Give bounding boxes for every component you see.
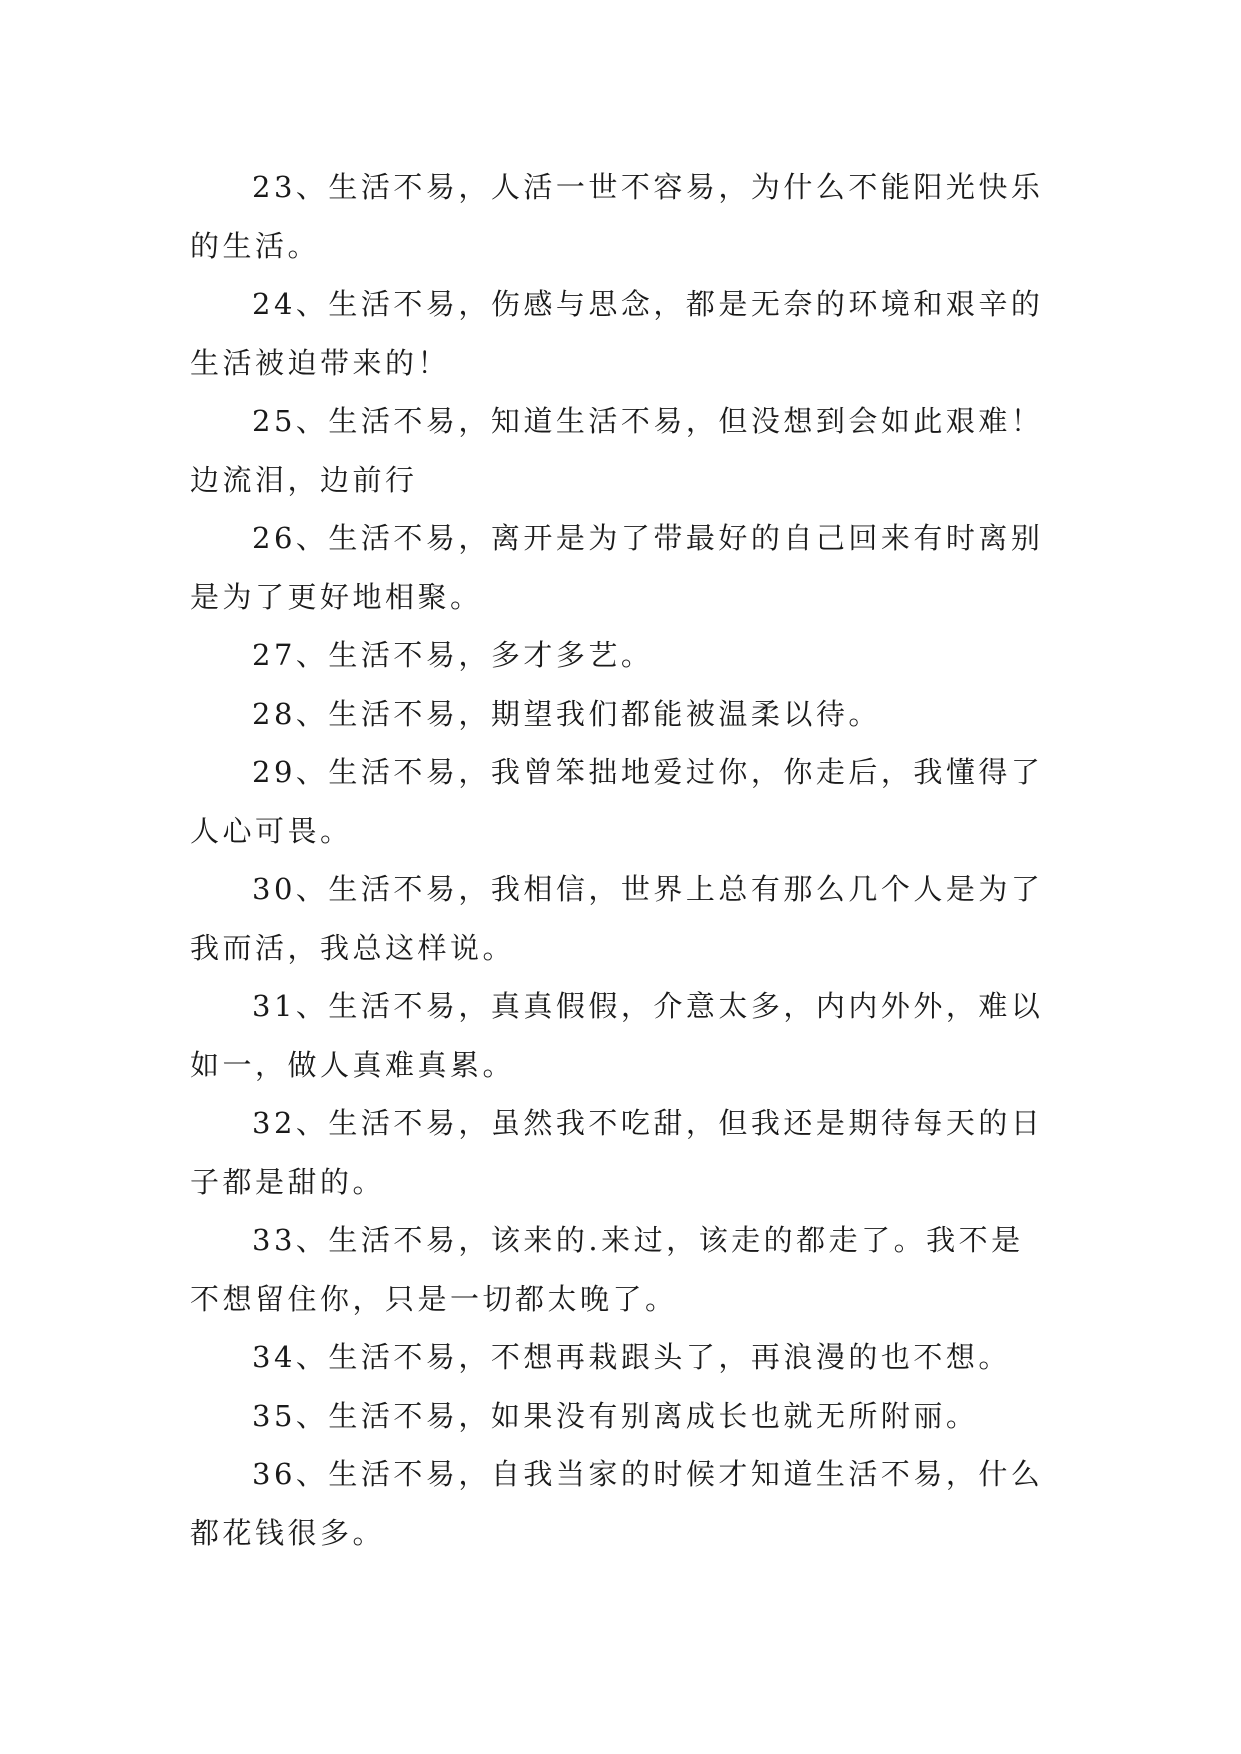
paragraph-27: 27、生活不易，多才多艺。: [252, 638, 654, 672]
paragraph-34: 34、生活不易，不想再栽跟头了，再浪漫的也不想。: [252, 1340, 1011, 1374]
paragraph-23: 23、生活不易，人活一世不容易，为什么不能阳光快乐的生活。: [190, 170, 1044, 263]
paragraph-28: 28、生活不易，期望我们都能被温柔以待。: [252, 696, 881, 731]
document-body: [190, 158, 1050, 1562]
paragraph-35: 35、生活不易，如果没有别离成长也就无所附丽。: [252, 1398, 979, 1433]
paragraph-25: 25、生活不易，知道生活不易，但没想到会如此艰难！边流泪，边前行: [190, 404, 1044, 497]
paragraph-29: 29、生活不易，我曾笨拙地爱过你，你走后，我懂得了人心可畏。: [190, 755, 1044, 848]
paragraph-32: 32、生活不易，虽然我不吃甜，但我还是期待每天的日子都是甜的。: [190, 1106, 1044, 1199]
paragraph-24: 24、生活不易，伤感与思念，都是无奈的环境和艰辛的生活被迫带来的！: [190, 287, 1044, 380]
paragraph-30: 30、生活不易，我相信，世界上总有那么几个人是为了我而活，我总这样说。: [190, 872, 1044, 965]
paragraph-26: 26、生活不易，离开是为了带最好的自己回来有时离别是为了更好地相聚。: [190, 521, 1044, 614]
paragraph-36: 36、生活不易，自我当家的时候才知道生活不易，什么都花钱很多。: [190, 1457, 1044, 1550]
paragraph-31: 31、生活不易，真真假假，介意太多，内内外外，难以如一，做人真难真累。: [190, 989, 1044, 1082]
paragraph-33: 33、生活不易，该来的.来过，该走的都走了。我不是不想留住你，只是一切都太晚了。: [190, 1223, 1024, 1316]
